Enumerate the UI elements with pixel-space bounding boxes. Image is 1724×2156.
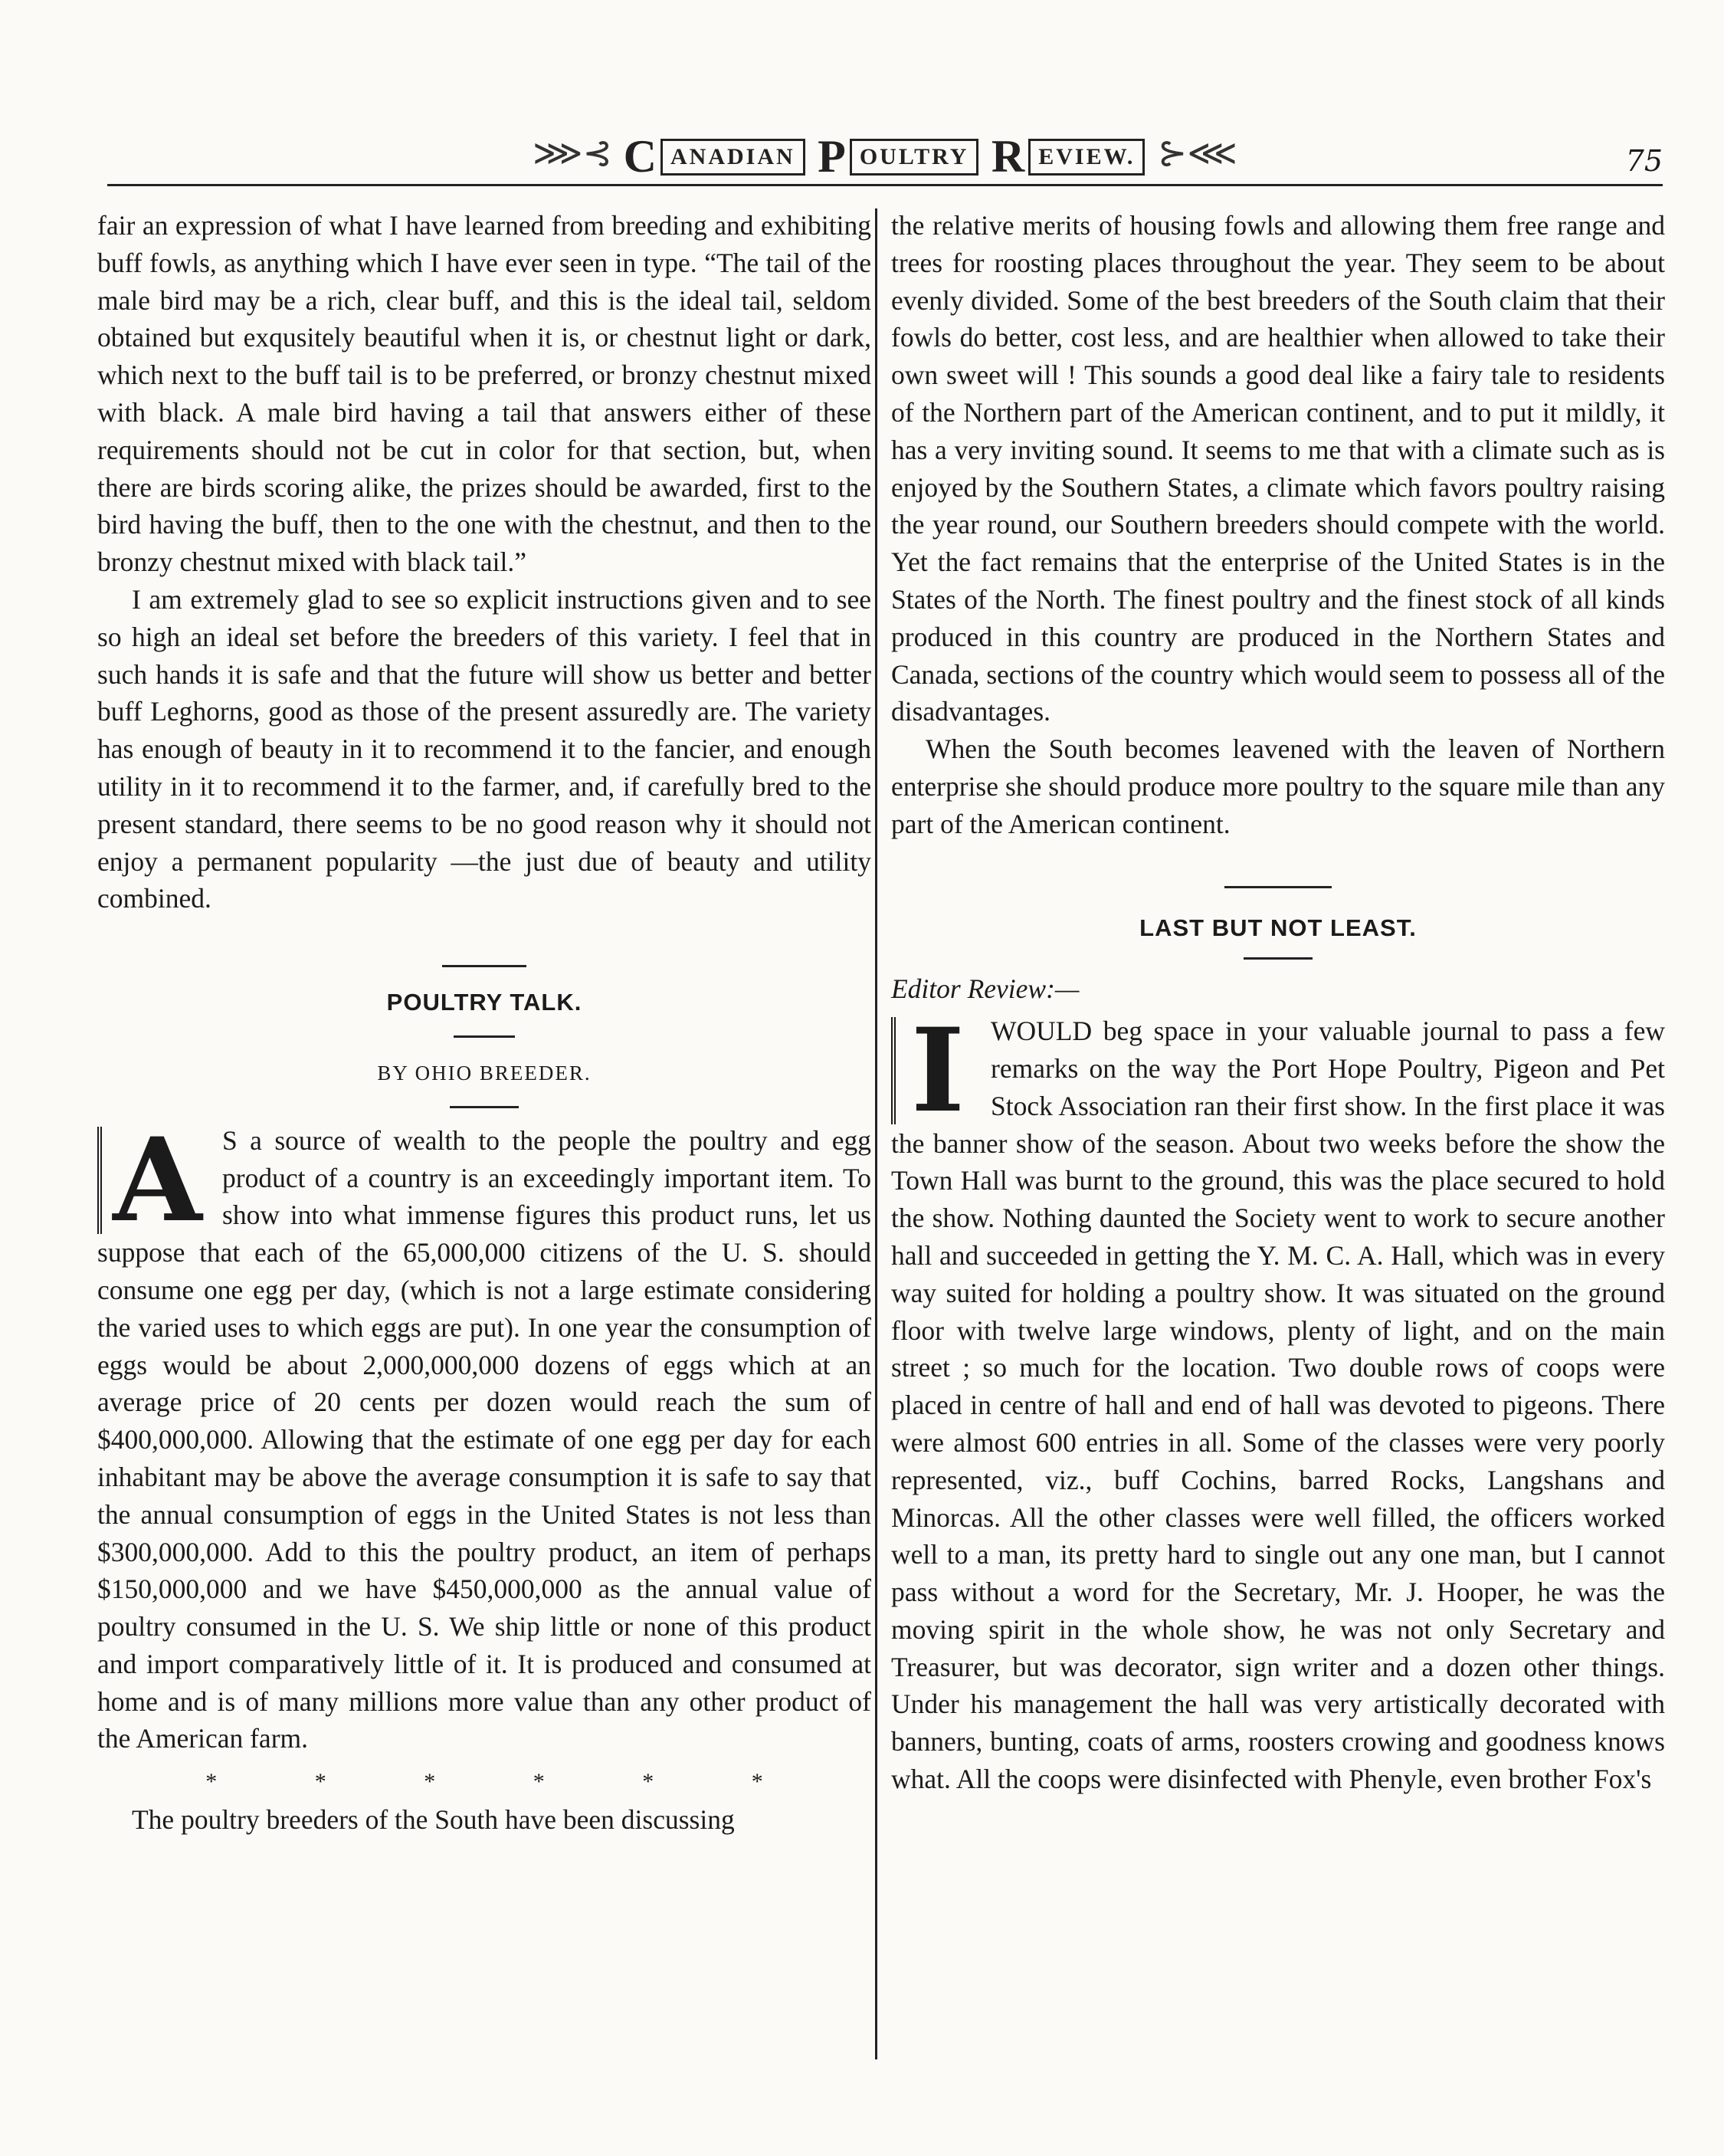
header-rule xyxy=(107,184,1663,186)
left-paragraph-4: The poultry breeders of the South have been discussing xyxy=(132,1804,735,1836)
article-byline: BY OHIO BREEDER. xyxy=(377,1061,592,1085)
masthead-right-ornament: ⊱⋘ xyxy=(1157,133,1237,173)
masthead-word-oultry: OULTRY xyxy=(850,139,979,176)
masthead-initial-p: P xyxy=(818,131,848,182)
article-heading-last-but-not-least: LAST BUT NOT LEAST. xyxy=(1139,914,1417,941)
right-column xyxy=(891,207,1665,2046)
masthead-word-anadian: ANADIAN xyxy=(660,139,805,176)
right-paragraph-2: When the South becomes leavened with the leaven of Northern enterprise she should produce more poultry to the square mile than any part of the American continent. xyxy=(891,733,1665,839)
editor-salutation: Editor Review:— xyxy=(891,973,1080,1005)
masthead-word-eview: EVIEW. xyxy=(1028,139,1145,176)
column-divider xyxy=(875,208,877,2059)
right-paragraph-3: WOULD beg space in your valuable journal to pass a few remarks on the way the Port Hope Poultry, Pigeon and Pet Stock Association ran their first show. In the first place it was the banner show of the season. About two weeks before the show the Town Hall was burnt to the ground, this was the place secured to hold the show. Nothing daunted the Society went to work to secure another hall and succeeded in getting the Y. M. C. A. Hall, which was in every way suited for holding a poultry show. It was situated on the ground floor with twelve large windows, plenty of light, and on the main street ; so much for the location. Two double rows of coops were placed in centre of hall and end of hall was devoted to pigeons. There were almost 600 entries in all. Some of the classes were very poorly represented, viz., buff Cochins, barred Rocks, Langshans and Minorcas. All the other classes were well filled, the officers worked well to a man, its pretty hard to single out any one man, but I cannot pass without a word for the Secretary, Mr. J. Hooper, he was the moving spirit in the whole show, he was not only Secretary and Treasurer, but was decorator, sign writer and a dozen other things. Under his management the hall was very artistically decorated with banners, bunting, coats of arms, roosters crowing and goodness knows what. All the coops were disinfected with Phenyle, even brother Fox's xyxy=(891,1016,1665,1795)
page-number: 75 xyxy=(1625,144,1663,178)
left-paragraph-3: S a source of wealth to the people the poultry and egg product of a country is an exceedingly important item. To show into what immense figures this product runs, let us suppose that each of the 65,000,000 citizens of the U. S. should consume one egg per day, (which is not a large estimate considering the varied uses to which eggs are put). In one year the consumption of eggs would be about 2,000,000,000 dozens of eggs which at an average price of 20 cents per dozen would reach the sum of $400,000,000. Allowing that the estimate of one egg per day for each inhabitant may be above the average consumption it is safe to say that the annual consumption of eggs in the United States is not less than $300,000,000. Add to this the poultry product, an item of perhaps $150,000,000 and we have $450,000,000 as the annual value of poultry consumed in the U. S. We ship little or none of this product and import comparatively little of it. It is produced and consumed at home and is of many millions more value than any other product of the American farm. xyxy=(97,1124,871,1754)
article-heading-poultry-talk: POULTRY TALK. xyxy=(386,989,582,1016)
article-body xyxy=(97,1112,871,1758)
drop-cap-a: A xyxy=(97,1127,213,1234)
page-header xyxy=(107,130,1663,192)
masthead-initial-r: R xyxy=(991,131,1028,182)
letter-body xyxy=(891,1003,1665,1798)
masthead-left-ornament: ⋙⊰ xyxy=(533,133,613,173)
left-paragraph-2: I am extremely glad to see so explicit instructions given and to see so high an ideal set before the breeders of this variety. I feel that in such hands it is safe and that the future will show us better and better buff Leghorns, good as those of the present assuredly are. The variety has enough of beauty in it to recommend it to the fancier, and enough utility in it to recommend it to the farmer, and, if carefully bred to the present standard, there seems to be no good reason why it should not enjoy a permanent popularity —the just due of beauty and utility combined. xyxy=(97,583,871,914)
masthead xyxy=(107,130,1663,183)
section-stars: * * * * * * xyxy=(205,1769,763,1795)
right-paragraph-1: the relative merits of housing fowls and allowing them free range and trees for roosting places throughout the year. They seem to be about evenly divided. Some of the best breeders of the South claim that their fowls do better, cost less, and are healthier when allowed to take their own sweet will ! This sounds a good deal like a fairy tale to residents of the Northern part of the American continent, and to put it mildly, it has a very inviting sound. It seems to me that with a climate such as is enjoyed by the Southern States, a climate which favors poultry raising the year round, our Southern breeders should compete with the world. Yet the fact remains that the enterprise of the United States is in the States of the North. The finest poultry and the finest stock of all kinds produced in this country are produced in the Northern States and Canada, sections of the country which would seem to possess all of the disadvantages. xyxy=(891,210,1665,727)
masthead-initial-c: C xyxy=(623,131,659,182)
left-paragraph-1: fair an expression of what I have learned from breeding and exhibiting buff fowls, as anything which I have ever seen in type. “The tail of the male bird may be a rich, clear buff, and this is the ideal tail, seldom obtained but exqusitely beautiful when it is, or chestnut light or dark, which next to the buff tail is to be preferred, or bronzy chestnut mixed with black. A male bird having a tail that answers either of these requirements should not be cut in color for that section, but, when there are birds scoring alike, the prizes should be awarded, first to the bird having the buff, then to the one with the chestnut, and then to the bronzy chestnut mixed with black tail.” xyxy=(97,210,871,578)
drop-cap-i: I xyxy=(891,1017,980,1124)
left-column xyxy=(97,207,871,2046)
